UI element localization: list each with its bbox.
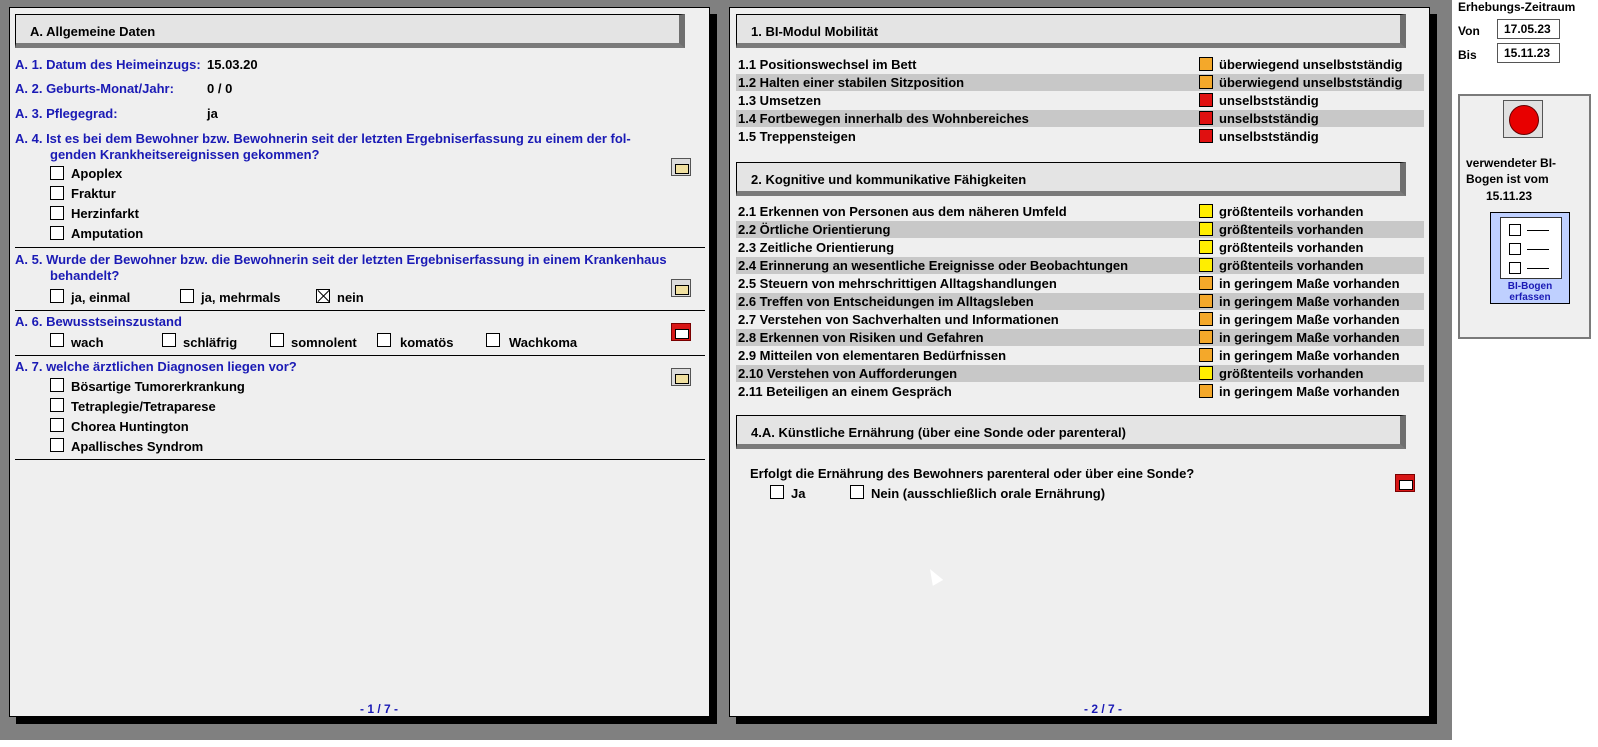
- checkbox-label-tetraplegie: Tetraplegie/Tetraparese: [71, 399, 216, 414]
- checkbox-label-amputation: Amputation: [71, 226, 144, 241]
- nutrition-question: Erfolgt die Ernährung des Bewohners parenteral oder über eine Sonde?: [750, 466, 1195, 481]
- question-a2-value: 0 / 0: [207, 81, 233, 96]
- question-a2-label: A. 2. Geburts-Monat/Jahr:: [15, 81, 174, 96]
- row-label: 2.10 Verstehen von Aufforderungen: [738, 366, 958, 381]
- status-color-indicator: [1199, 240, 1213, 254]
- checkbox-fraktur[interactable]: [50, 186, 64, 200]
- row-value: überwiegend unselbstständig: [1219, 75, 1403, 90]
- status-color-indicator: [1199, 204, 1213, 218]
- question-a6-label: A. 6. Bewusstseinszustand: [15, 314, 182, 329]
- checkbox-herzinfarkt[interactable]: [50, 206, 64, 220]
- folder-icon-red[interactable]: [671, 323, 691, 341]
- checkbox-apallisch[interactable]: [50, 438, 64, 452]
- option-label-somnolent: somnolent: [291, 335, 357, 350]
- question-a1-label: A. 1. Datum des Heimeinzugs:: [15, 57, 201, 72]
- checkbox-label-apallisch: Apallisches Syndrom: [71, 439, 204, 454]
- status-color-indicator: [1199, 111, 1213, 125]
- bi-text-line1: verwendeter BI-: [1466, 156, 1557, 170]
- status-color-indicator: [1199, 93, 1213, 107]
- row-value: größtenteils vorhanden: [1219, 366, 1364, 381]
- checklist-icon: [1500, 217, 1562, 279]
- stop-icon: [1509, 105, 1539, 135]
- bi-text-line2: Bogen ist vom: [1466, 172, 1549, 186]
- status-color-indicator: [1199, 330, 1213, 344]
- row-value: größtenteils vorhanden: [1219, 204, 1364, 219]
- status-color-indicator: [1199, 312, 1213, 326]
- question-a4-line2: genden Krankheitsereignissen gekommen?: [50, 147, 320, 162]
- checkbox-apoplex[interactable]: [50, 166, 64, 180]
- option-label-wachkoma: Wachkoma: [509, 335, 578, 350]
- radio-somnolent[interactable]: [270, 333, 284, 347]
- checkbox-nein-oral[interactable]: [850, 485, 864, 499]
- checkbox-amputation[interactable]: [50, 226, 64, 240]
- checkbox-label-chorea: Chorea Huntington: [71, 419, 189, 434]
- page-number: - 1 / 7 -: [360, 702, 399, 716]
- status-color-indicator: [1199, 57, 1213, 71]
- von-date-field[interactable]: 17.05.23: [1497, 19, 1560, 39]
- option-label-komatoes: komatös: [400, 335, 454, 350]
- option-label-nein: nein: [337, 290, 364, 305]
- folder-icon[interactable]: [671, 158, 691, 176]
- folder-icon[interactable]: [671, 279, 691, 297]
- bi-bogen-button[interactable]: [1490, 212, 1570, 304]
- row-value: größtenteils vorhanden: [1219, 240, 1364, 255]
- checkbox-label-nein-oral: Nein (ausschließlich orale Ernährung): [871, 486, 1106, 501]
- section-header-mobility: 1. BI-Modul Mobilität: [736, 14, 1406, 48]
- assessment-row[interactable]: [736, 56, 1424, 73]
- folder-icon-red[interactable]: [1395, 474, 1415, 492]
- row-label: 2.11 Beteiligen an einem Gespräch: [738, 384, 952, 399]
- row-label: 2.9 Mitteilen von elementaren Bedürfnissen: [738, 348, 1007, 363]
- section-header-nutrition: 4.A. Künstliche Ernährung (über eine Sonde oder parenteral): [736, 415, 1406, 449]
- radio-wachkoma[interactable]: [486, 333, 500, 347]
- assessment-row[interactable]: [736, 257, 1424, 274]
- form-page-2: [729, 7, 1430, 717]
- assessment-row[interactable]: [736, 128, 1424, 145]
- question-a1-value: 15.03.20: [207, 57, 258, 72]
- row-value: in geringem Maße vorhanden: [1219, 294, 1400, 309]
- radio-nein-checked[interactable]: [316, 289, 330, 303]
- assessment-row[interactable]: [736, 74, 1424, 91]
- status-color-indicator: [1199, 75, 1213, 89]
- row-label: 2.5 Steuern von mehrschrittigen Alltagshandlungen: [738, 276, 1057, 291]
- checkbox-label-ja: Ja: [791, 486, 806, 501]
- section-header-a: A. Allgemeine Daten: [15, 14, 685, 48]
- assessment-row[interactable]: [736, 293, 1424, 310]
- option-label-ja-mehrmals: ja, mehrmals: [201, 290, 281, 305]
- assessment-row[interactable]: [736, 347, 1424, 364]
- question-a3-value: ja: [207, 106, 218, 121]
- status-color-indicator: [1199, 294, 1213, 308]
- radio-wach[interactable]: [50, 333, 64, 347]
- assessment-row[interactable]: [736, 311, 1424, 328]
- row-value: größtenteils vorhanden: [1219, 222, 1364, 237]
- option-label-ja-einmal: ja, einmal: [71, 290, 131, 305]
- row-label: 1.3 Umsetzen: [738, 93, 822, 108]
- status-color-indicator: [1199, 366, 1213, 380]
- row-value: unselbstständig: [1219, 129, 1319, 144]
- row-label: 2.2 Örtliche Orientierung: [738, 222, 891, 237]
- assessment-row[interactable]: [736, 275, 1424, 292]
- divider: [15, 310, 705, 311]
- row-label: 1.2 Halten einer stabilen Sitzposition: [738, 75, 965, 90]
- row-label: 2.3 Zeitliche Orientierung: [738, 240, 895, 255]
- status-color-indicator: [1199, 348, 1213, 362]
- checkbox-tumor[interactable]: [50, 378, 64, 392]
- section-header-cognitive: 2. Kognitive und kommunikative Fähigkeiten: [736, 162, 1406, 196]
- status-color-indicator: [1199, 276, 1213, 290]
- question-a5-line1: A. 5. Wurde der Bewohner bzw. die Bewohnerin seit der letzten Ergebniserfassung in einem Krankenhaus: [15, 252, 667, 267]
- von-label: Von: [1458, 24, 1480, 38]
- row-value: überwiegend unselbstständig: [1219, 57, 1403, 72]
- assessment-row[interactable]: [736, 221, 1424, 238]
- row-value: in geringem Maße vorhanden: [1219, 330, 1400, 345]
- bi-button-label-1: BI-Bogen: [1507, 281, 1553, 292]
- status-color-indicator: [1199, 129, 1213, 143]
- bi-button-label-2: erfassen: [1509, 292, 1551, 303]
- checkbox-label-apoplex: Apoplex: [71, 166, 123, 181]
- row-label: 1.1 Positionswechsel im Bett: [738, 57, 917, 72]
- radio-ja-einmal[interactable]: [50, 289, 64, 303]
- row-label: 1.5 Treppensteigen: [738, 129, 856, 144]
- row-value: unselbstständig: [1219, 93, 1319, 108]
- radio-komatoes[interactable]: [377, 333, 391, 347]
- checkbox-ja[interactable]: [770, 485, 784, 499]
- assessment-row[interactable]: [736, 239, 1424, 256]
- option-label-wach: wach: [71, 335, 104, 350]
- question-a4-line1: A. 4. Ist es bei dem Bewohner bzw. Bewohnerin seit der letzten Ergebniserfassung zu einem der fol-: [15, 131, 631, 146]
- page-number: - 2 / 7 -: [1084, 702, 1123, 716]
- period-title: Erhebungs-Zeitraum: [1458, 0, 1576, 14]
- status-color-indicator: [1199, 222, 1213, 236]
- row-value: in geringem Maße vorhanden: [1219, 384, 1400, 399]
- row-value: in geringem Maße vorhanden: [1219, 348, 1400, 363]
- row-value: in geringem Maße vorhanden: [1219, 276, 1400, 291]
- assessment-row[interactable]: [736, 383, 1424, 400]
- bis-date-field[interactable]: 15.11.23: [1497, 43, 1560, 63]
- checkbox-chorea[interactable]: [50, 418, 64, 432]
- row-label: 2.4 Erinnerung an wesentliche Ereignisse oder Beobachtungen: [738, 258, 1129, 273]
- form-page-1: [9, 7, 710, 717]
- assessment-row[interactable]: [736, 365, 1424, 382]
- radio-schlaefrig[interactable]: [162, 333, 176, 347]
- assessment-row[interactable]: [736, 329, 1424, 346]
- row-label: 2.7 Verstehen von Sachverhalten und Informationen: [738, 312, 1059, 327]
- row-label: 2.8 Erkennen von Risiken und Gefahren: [738, 330, 984, 345]
- divider: [15, 247, 705, 248]
- stop-button[interactable]: [1503, 100, 1543, 138]
- question-a5-line2: behandelt?: [50, 268, 120, 283]
- checkbox-label-tumor: Bösartige Tumorerkrankung: [71, 379, 245, 394]
- assessment-row[interactable]: [736, 92, 1424, 109]
- divider: [15, 459, 705, 460]
- row-label: 1.4 Fortbewegen innerhalb des Wohnbereiches: [738, 111, 1029, 126]
- bis-label: Bis: [1458, 48, 1477, 62]
- bi-date: 15.11.23: [1486, 189, 1533, 203]
- checkbox-label-herzinfarkt: Herzinfarkt: [71, 206, 139, 221]
- assessment-row[interactable]: [736, 110, 1424, 127]
- radio-ja-mehrmals[interactable]: [180, 289, 194, 303]
- row-value: in geringem Maße vorhanden: [1219, 312, 1400, 327]
- option-label-schlaefrig: schläfrig: [183, 335, 238, 350]
- bi-panel: [1458, 94, 1591, 339]
- row-label: 2.1 Erkennen von Personen aus dem näheren Umfeld: [738, 204, 1067, 219]
- assessment-row[interactable]: [736, 203, 1424, 220]
- status-color-indicator: [1199, 258, 1213, 272]
- question-a3-label: A. 3. Pflegegrad:: [15, 106, 118, 121]
- row-label: 2.6 Treffen von Entscheidungen im Alltagsleben: [738, 294, 1034, 309]
- row-value: größtenteils vorhanden: [1219, 258, 1364, 273]
- checkbox-tetraplegie[interactable]: [50, 398, 64, 412]
- divider: [15, 355, 705, 356]
- folder-icon[interactable]: [671, 368, 691, 386]
- question-a7-label: A. 7. welche ärztlichen Diagnosen liegen vor?: [15, 359, 297, 374]
- status-color-indicator: [1199, 384, 1213, 398]
- checkbox-label-fraktur: Fraktur: [71, 186, 116, 201]
- row-value: unselbstständig: [1219, 111, 1319, 126]
